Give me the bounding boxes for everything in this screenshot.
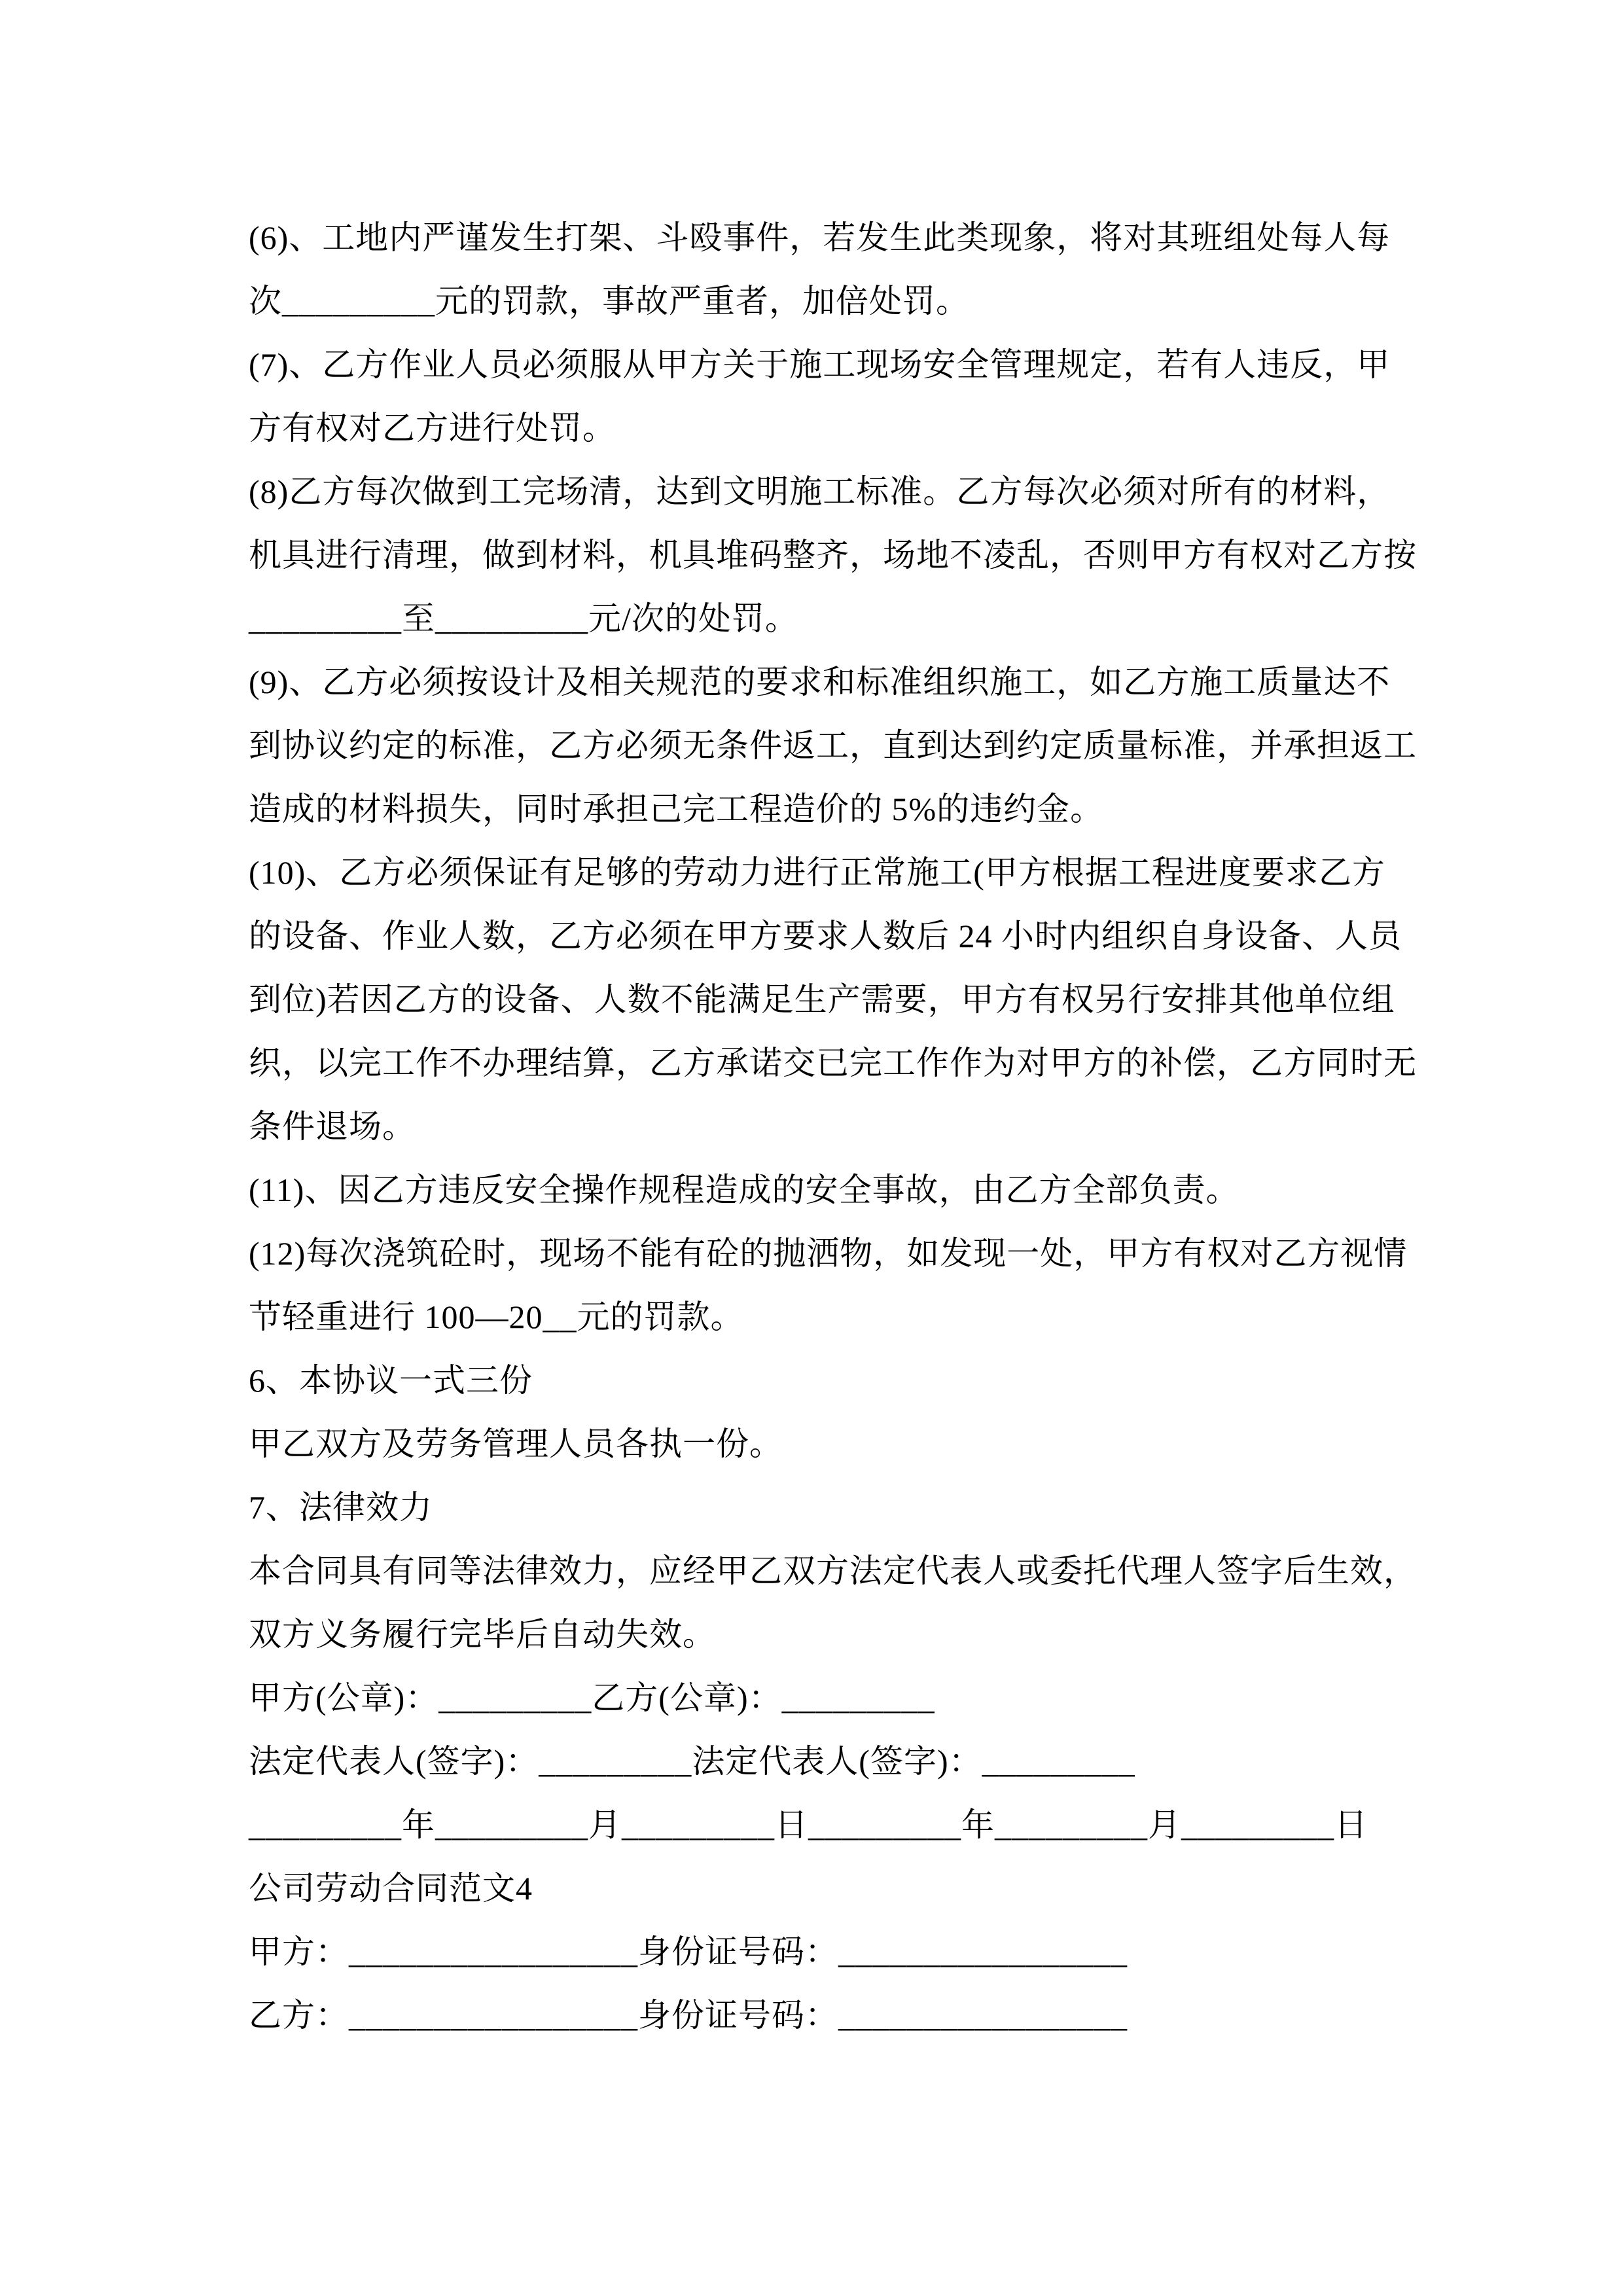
document-line: 7、法律效力 [249, 1489, 433, 1526]
document-line: 6、本协议一式三份 [249, 1362, 533, 1399]
document-line: (6)、工地内严谨发生打架、斗殴事件，若发生此类现象，将对其班组处每人每 [249, 219, 1391, 256]
document-line: (11)、因乙方违反安全操作规程造成的安全事故，由乙方全部负责。 [249, 1172, 1240, 1208]
document-line: 双方义务履行完毕后自动失效。 [249, 1616, 716, 1653]
document-line: (7)、乙方作业人员必须服从甲方关于施工现场安全管理规定，若有人违反，甲 [249, 346, 1391, 383]
document-line: _________年_________月_________日_________年_________月_________日 [249, 1806, 1368, 1843]
document-line: 甲乙双方及劳务管理人员各执一份。 [249, 1426, 783, 1462]
document-line: 乙方：_________________身份证号码：_________________ [249, 1997, 1128, 2034]
document-line: 甲方：_________________身份证号码：_________________ [249, 1933, 1128, 1970]
document-line: 次_________元的罚款，事故严重者，加倍处罚。 [249, 283, 969, 319]
document-line: (8)乙方每次做到工完场清，达到文明施工标准。乙方每次必须对所有的材料， [249, 473, 1391, 510]
document-line: 公司劳动合同范文4 [249, 1870, 533, 1907]
document-line: 法定代表人(签字)：_________法定代表人(签字)：_________ [249, 1743, 1135, 1780]
document-line: (9)、乙方必须按设计及相关规范的要求和标准组织施工，如乙方施工质量达不 [249, 664, 1391, 700]
document-line: 的设备、作业人数，乙方必须在甲方要求人数后 24 小时内组织自身设备、人员 [249, 918, 1402, 954]
document-content [249, 206, 1417, 2047]
document-line: 到协议约定的标准，乙方必须无条件返工，直到达到约定质量标准，并承担返工 [249, 727, 1417, 764]
document-line: 机具进行清理，做到材料，机具堆码整齐，场地不凌乱，否则甲方有权对乙方按 [249, 537, 1417, 573]
document-line: 节轻重进行 100—20__元的罚款。 [249, 1299, 744, 1335]
document-line: (12)每次浇筑砼时，现场不能有砼的抛洒物，如发现一处，甲方有权对乙方视情 [249, 1235, 1408, 1272]
document-line: 条件退场。 [249, 1108, 416, 1145]
document-line: 造成的材料损失，同时承担己完工程造价的 5%的违约金。 [249, 791, 1104, 827]
document-line: _________至_________元/次的处罚。 [249, 600, 798, 637]
document-line: 方有权对乙方进行处罚。 [249, 410, 616, 446]
document-line: 本合同具有同等法律效力，应经甲乙双方法定代表人或委托代理人签字后生效， [249, 1552, 1417, 1589]
document-line: 织，以完工作不办理结算，乙方承诺交已完工作作为对甲方的补偿，乙方同时无 [249, 1045, 1417, 1081]
document-line: (10)、乙方必须保证有足够的劳动力进行正常施工(甲方根据工程进度要求乙方 [249, 854, 1385, 891]
document-line: 甲方(公章)：_________乙方(公章)：_________ [249, 1679, 935, 1716]
document-line: 到位)若因乙方的设备、人数不能满足生产需要，甲方有权另行安排其他单位组 [249, 981, 1395, 1018]
